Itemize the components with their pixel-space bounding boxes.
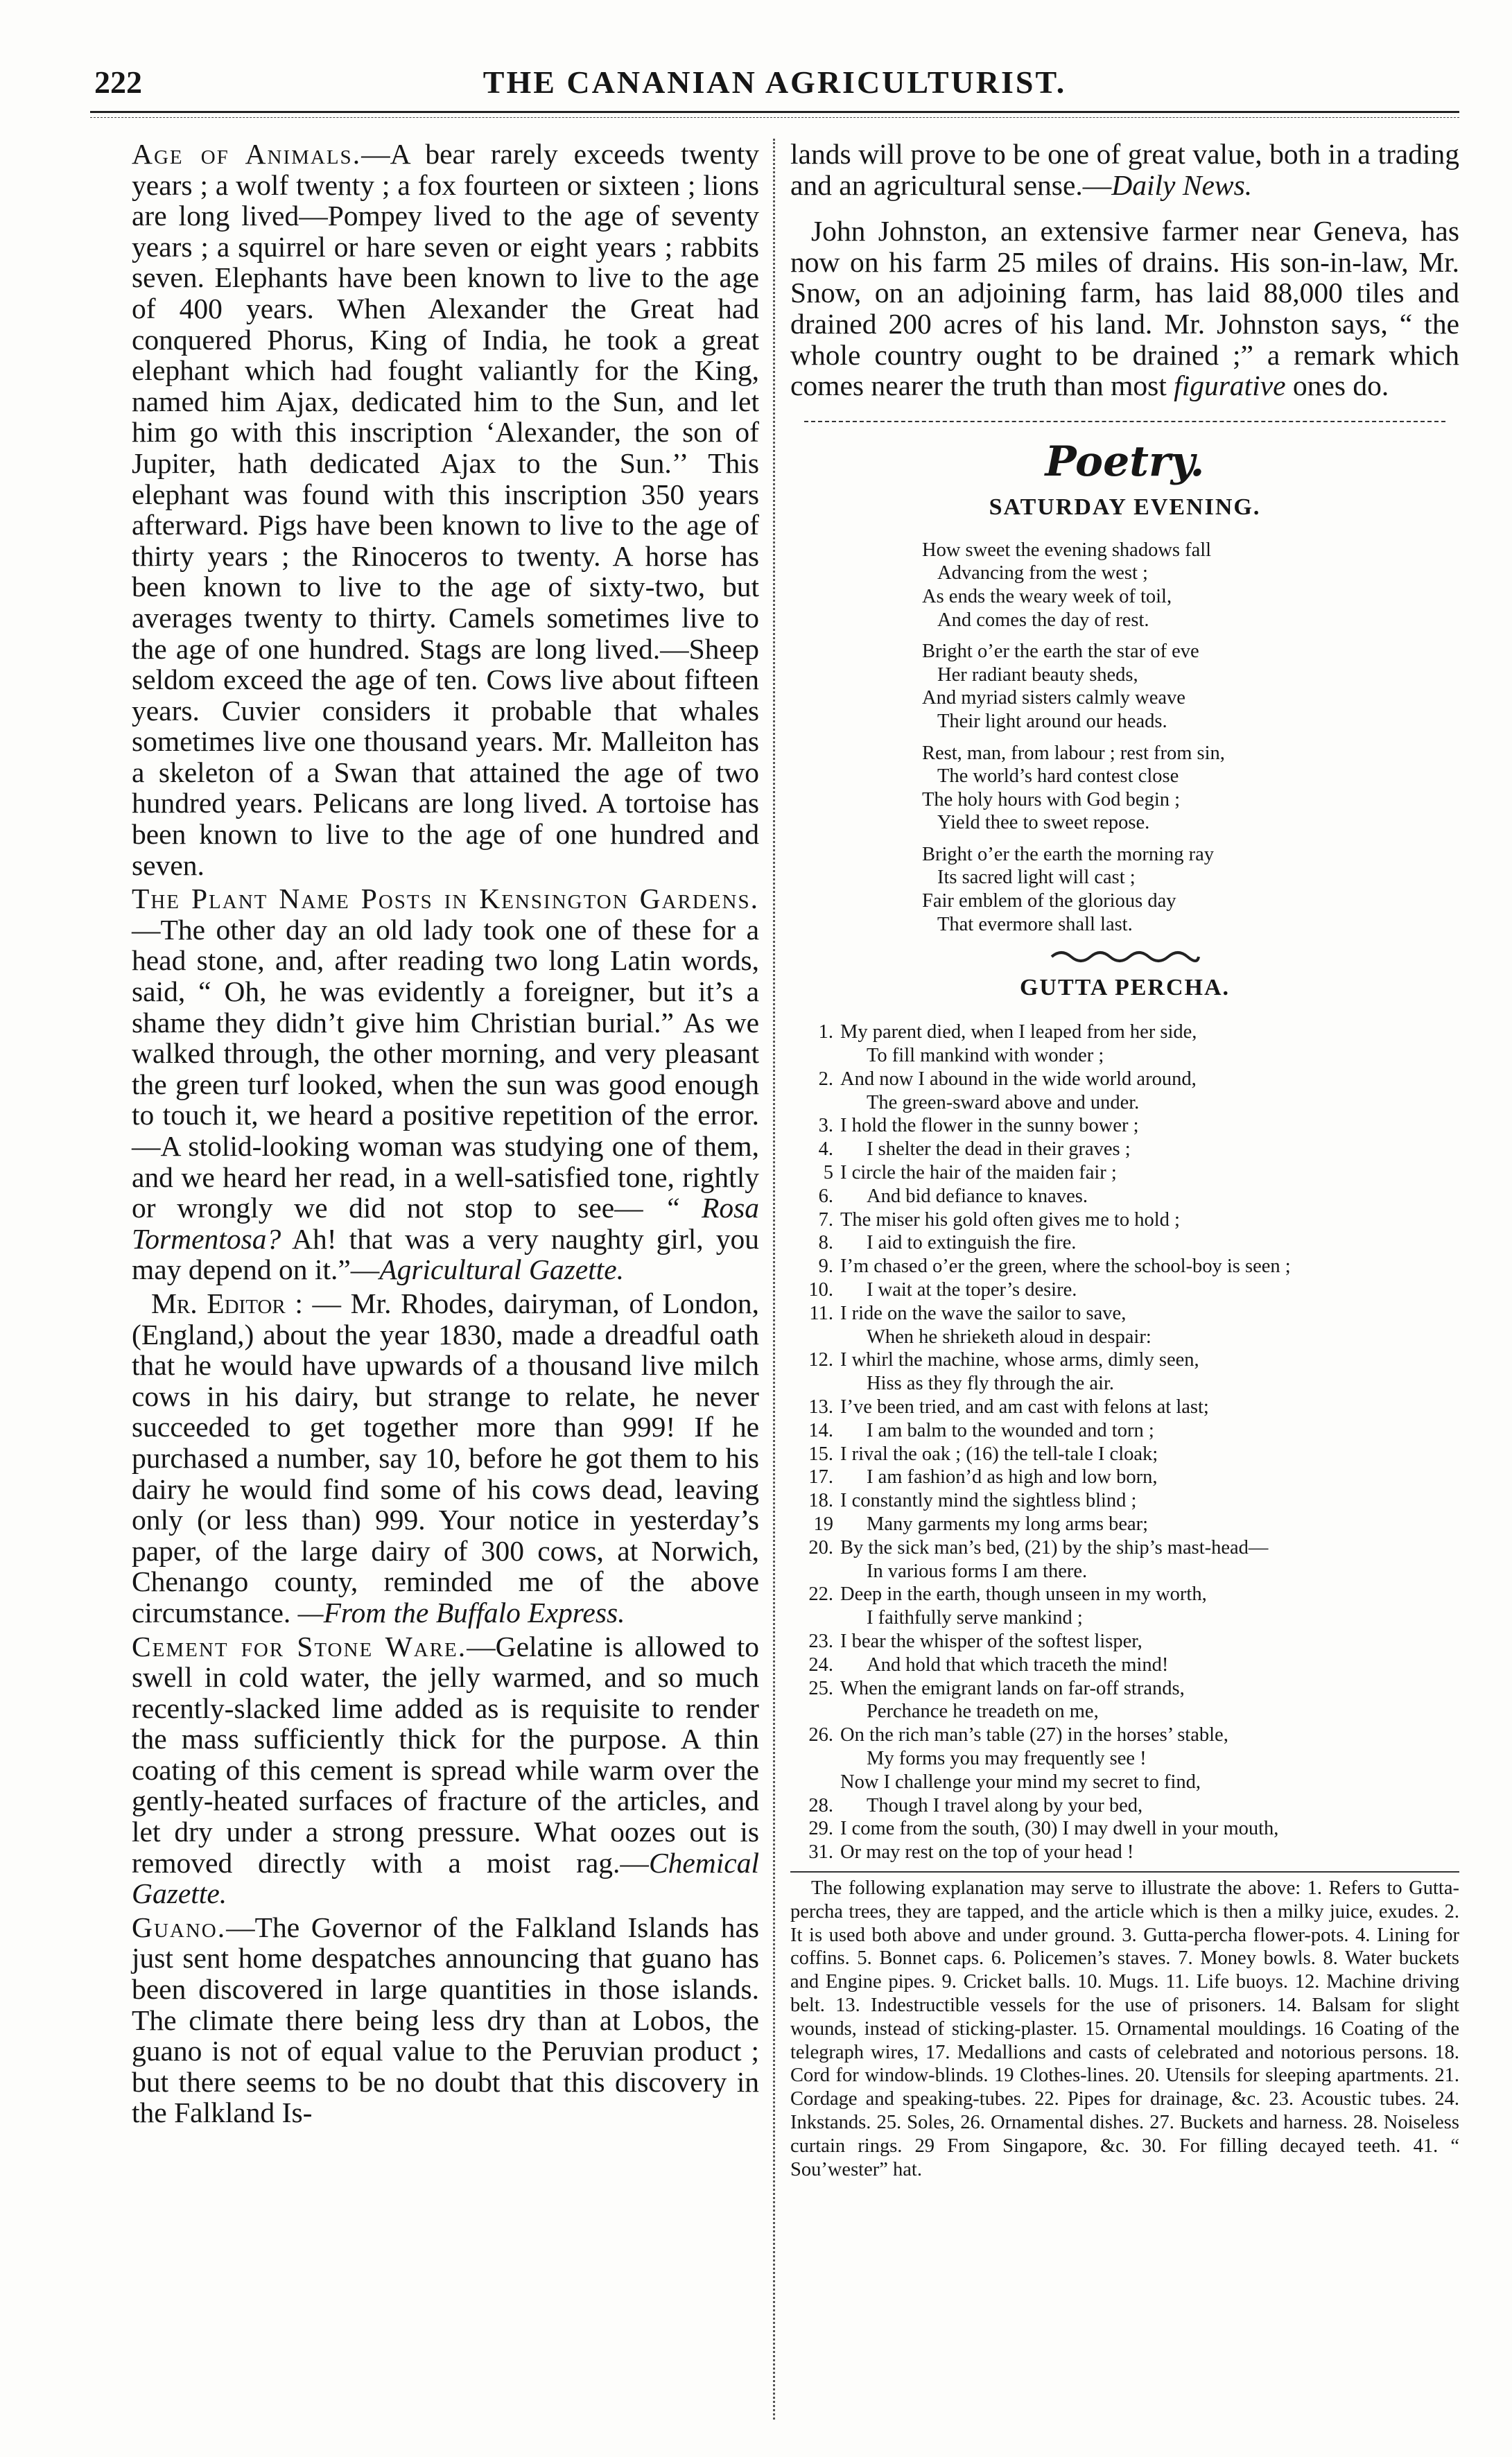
riddle-line-text: I’ve been tried, and am cast with felons at last;: [840, 1396, 1209, 1418]
poem-line: Its sacred light will cast ;: [937, 867, 1136, 889]
riddle-line: [797, 1653, 1459, 1677]
riddle-line: [797, 1443, 1459, 1466]
riddle-line-number: 10.: [808, 1279, 833, 1301]
riddle-line-text: I come from the south, (30) I may dwell in your mouth,: [840, 1818, 1279, 1840]
riddle-line-number: 8.: [818, 1232, 833, 1254]
article-body: —The Governor of the Falkland Islands has just sent home despatches announcing that guano has been discovered in large quantities in those islands. The climate there being less dry than at Lobos, the guano is not of equal value to the Peruvian product ; but there seems to be no doubt that this discovery in the Falkland Is-: [132, 1911, 759, 2129]
article-johnston: [790, 216, 1459, 401]
riddle-line-number: 29.: [808, 1818, 833, 1840]
riddle-line: [797, 1700, 1459, 1724]
riddle-line-text: When he shrieketh aloud in despair:: [867, 1326, 1152, 1348]
poem-stanza: [922, 843, 1459, 936]
poem-line: Bright o’er the earth the star of eve: [922, 641, 1199, 663]
article-guano: [132, 1912, 759, 2128]
article-source: Daily News.: [1111, 168, 1253, 201]
riddle-poem: [790, 1021, 1459, 1864]
riddle-line-text: Or may rest on the top of your head !: [840, 1841, 1134, 1864]
riddle-line-text: And bid defiance to knaves.: [867, 1185, 1088, 1207]
riddle-line-number: 24.: [808, 1653, 833, 1676]
poem-line: Her radiant beauty sheds,: [937, 663, 1138, 686]
explanation-text: The following explanation may serve to illustrate the above: 1. Refers to Gutta-percha trees, they are tapped, and the article which is then a milky juice, exudes. 2. It is used both above and under ground. 3. Gutta-percha flower-pots. 4. Lining for coffins. 5. Bonnet caps. 6. Policemen’s staves. 7. Money bowls. 8. Water buckets and Engine pipes. 9. Cricket balls. 10. Mugs. 11. Life buoys. 12. Machine driving belt. 13. Indestructible vessels for the use of prisoners. 14. Balsam for slight wounds, instead of sticking-plaster. 15. Ornamental mouldings. 16 Coating of the telegraph wires, 17. Medallions and casts of celebrated and notorious persons. 18. Cord for window-blinds. 19 Clothes-lines. 20. Utensils for sleeping apartments. 21. Cordage and speaking-tubes. 22. Pipes for drainage, &c. 23. Acoustic tubes. 24. Inkstands. 25. Soles, 26. Ornamental dishes. 27. Buckets and harness. 28. Noiseless curtain rings. 29 From Singapore, &c. 30. For filling decayed teeth. 41. “ Sou’wester” hat.: [790, 1877, 1459, 2180]
page-header: [90, 64, 1459, 105]
riddle-line: [797, 1185, 1459, 1208]
riddle-line: [797, 1231, 1459, 1255]
article-plant-name-posts: [132, 883, 759, 1285]
riddle-line: [797, 1583, 1459, 1606]
riddle-line: [797, 1372, 1459, 1396]
poem-line: The holy hours with God begin ;: [922, 788, 1181, 810]
poem-line: Advancing from the west ;: [937, 562, 1148, 584]
article-italic-word: figurative: [1174, 370, 1286, 402]
riddle-line-text: My forms you may frequently see !: [867, 1747, 1147, 1769]
riddle-line-text: On the rich man’s table (27) in the horses’ stable,: [840, 1724, 1228, 1746]
riddle-line-text: Now I challenge your mind my secret to find,: [840, 1771, 1201, 1793]
article-body: lands will prove to be one of great value, both in a trading and an agricultural sense.—: [790, 138, 1459, 201]
poem-line: And comes the day of rest.: [937, 609, 1149, 631]
riddle-line-number: 18.: [808, 1490, 833, 1512]
article-body: Ah! that was a very naughty girl, you may depend on it.”—: [132, 1222, 759, 1286]
riddle-line: [797, 1091, 1459, 1115]
poem-line: Fair emblem of the glorious day: [922, 890, 1176, 912]
riddle-line: [797, 1348, 1459, 1372]
riddle-line: [797, 1536, 1459, 1560]
right-column: [790, 139, 1459, 2181]
article-body: ones do.: [1285, 370, 1389, 402]
poem-line: Bright o’er the earth the morning ray: [922, 843, 1215, 865]
riddle-line: [797, 1419, 1459, 1443]
riddle-line-text: I ride on the wave the sailor to save,: [840, 1302, 1127, 1324]
article-heading: Age of Animals.: [132, 138, 362, 170]
poem-stanza: [922, 640, 1459, 733]
riddle-line-text: I whirl the machine, whose arms, dimly seen,: [840, 1349, 1199, 1371]
riddle-line-text: By the sick man’s bed, (21) by the ship’s mast-head—: [840, 1536, 1269, 1559]
riddle-line: [797, 1747, 1459, 1771]
riddle-line-number: 23.: [808, 1630, 833, 1652]
article-body: —A bear rarely exceeds twenty years ; a wolf twenty ; a fox fourteen or sixteen ; lions are long lived—Pompey lived to the age of seventy years ; a squirrel or hare seven or eight years ; rabbits seven. Elephants have been known to live to the age of 400 years. When Alexander the Great had conquered Phorus, King of India, he took a great elephant which had fought valiantly for the King, named him Ajax, dedicated him to the Sun, and let him go with this inscription ‘Alexander, the son of Jupiter, hath dedicated Ajax to the Sun.’’ This elephant was found with this inscription 350 years afterward. Pigs have been known to live to the age of thirty years ; the Rinoceros to twenty. A horse has been known to live to the age of sixty-two, but averages twenty to thirty. Camels sometimes live to the age of one hundred. Stags are long lived.—Sheep seldom exceed the age of ten. Cows live about fifteen years. Cuvier considers it probable that whales sometimes live one thousand years. Mr. Malleiton has a skeleton of a Swan that attained the age of two hundred years. Pelicans are long lived. A tortoise has been known to live to the age of one hundred and seven.: [132, 138, 759, 881]
riddle-line: [797, 1817, 1459, 1841]
riddle-line-number: 12.: [808, 1349, 833, 1371]
riddle-line-number: 7.: [818, 1208, 833, 1231]
riddle-line-number: 4.: [818, 1138, 833, 1161]
column-divider: [773, 139, 775, 2420]
riddle-line-text: I constantly mind the sightless blind ;: [840, 1490, 1137, 1512]
section-heading-poetry: Poetry.: [1045, 437, 1205, 486]
poem-line: How sweet the evening shadows fall: [922, 539, 1212, 561]
riddle-line: [797, 1560, 1459, 1583]
riddle-line-text: Hiss as they fly through the air.: [867, 1373, 1114, 1395]
riddle-line: [797, 1021, 1459, 1044]
riddle-line-text: In various forms I am there.: [867, 1560, 1088, 1582]
riddle-line-text: I shelter the dead in their graves ;: [867, 1138, 1131, 1161]
riddle-line-text: I am fashion’d as high and low born,: [867, 1466, 1158, 1488]
riddle-line-text: And now I abound in the wide world around,: [840, 1068, 1197, 1090]
article-body: John Johnston, an extensive farmer near Geneva, has now on his farm 25 miles of drains. His son-in-law, Mr. Snow, on an adjoining farm, has laid 88,000 tiles and drained 200 acres of his land. Mr. Johnston says, “ the whole country ought to be drained ;” a remark which comes nearer the truth than most: [790, 215, 1459, 402]
poem-line: The world’s hard contest close: [937, 765, 1179, 788]
riddle-line-text: The miser his gold often gives me to hold ;: [840, 1208, 1180, 1231]
poem-line: And myriad sisters calmly weave: [922, 687, 1185, 709]
page-number: 222: [94, 64, 142, 100]
riddle-line-text: I circle the hair of the maiden fair ;: [840, 1162, 1117, 1184]
article-heading: Mr. Editor :: [151, 1287, 303, 1319]
poem-line: Yield thee to sweet repose.: [937, 812, 1150, 834]
riddle-line-number: 13.: [808, 1396, 833, 1418]
riddle-line: [797, 1724, 1459, 1747]
riddle-line: [797, 1771, 1459, 1794]
left-column: [132, 139, 759, 2128]
article-heading: Guano.: [132, 1911, 227, 1943]
poem-line: That evermore shall last.: [937, 913, 1133, 935]
article-source: Agricultural Gazette.: [379, 1253, 624, 1286]
poem-stanza: [922, 742, 1459, 835]
riddle-line: [797, 1068, 1459, 1091]
riddle-line-text: Perchance he treadeth on me,: [867, 1701, 1099, 1723]
riddle-line: [797, 1630, 1459, 1653]
riddle-line-text: I rival the oak ; (16) the tell-tale I cloak;: [840, 1443, 1158, 1465]
riddle-line-number: 28.: [808, 1794, 833, 1816]
riddle-line: [797, 1255, 1459, 1278]
poem-saturday-evening: [790, 539, 1459, 937]
explanation-rule: [790, 1871, 1459, 1873]
riddle-line-text: I wait at the toper’s desire.: [867, 1279, 1077, 1301]
riddle-line: [797, 1138, 1459, 1161]
article-heading: Cement for Stone Ware.: [132, 1630, 467, 1662]
article-body: — Mr. Rhodes, dairyman, of London, (England,) about the year 1830, made a dreadful oath that he would have upwards of a thousand live milch cows in his dairy, but strange to relate, he never succeeded to get together more than 999! If he purchased a number, say 10, before he got them to his dairy he would find some of his cows dead, leaving only (or less than) 999. Your notice in yesterday’s paper, of the large dairy of 300 cows, at Norwich, Chenango county, reminded me of the above circumstance.: [132, 1287, 759, 1629]
riddle-line: [797, 1114, 1459, 1138]
riddle-line-number: 2.: [818, 1068, 833, 1090]
riddle-line-text: Deep in the earth, though unseen in my worth,: [840, 1583, 1207, 1606]
riddle-line: [797, 1489, 1459, 1513]
article-heading: The Plant Name Posts in Kensington Gardens.: [132, 883, 759, 915]
riddle-line-text: To fill mankind with wonder ;: [867, 1045, 1104, 1067]
riddle-title: GUTTA PERCHA.: [1019, 975, 1231, 1001]
article-source: —From the Buffalo Express.: [297, 1596, 625, 1629]
riddle-line-number: 31.: [808, 1841, 833, 1864]
riddle-line-text: Many garments my long arms bear;: [867, 1513, 1149, 1535]
section-rule: [804, 421, 1445, 422]
riddle-line-number: 11.: [809, 1302, 833, 1324]
riddle-line-number: 9.: [818, 1256, 833, 1278]
riddle-line: [797, 1326, 1459, 1349]
riddle-line-number: 22.: [808, 1583, 833, 1606]
riddle-line: [797, 1302, 1459, 1326]
riddle-line: [797, 1606, 1459, 1630]
riddle-line-text: I am balm to the wounded and torn ;: [867, 1419, 1154, 1441]
riddle-line-text: I aid to extinguish the fire.: [867, 1232, 1077, 1254]
riddle-line-text: The green-sward above and under.: [867, 1091, 1140, 1113]
header-rule: [90, 111, 1459, 118]
article-quote: “ Rosa Tormentosa?: [132, 1192, 759, 1255]
riddle-line-text: Though I travel along by your bed,: [867, 1794, 1143, 1816]
riddle-line-number: 19: [813, 1513, 833, 1535]
riddle-line-number: 5: [823, 1162, 833, 1184]
poem-title: SATURDAY EVENING.: [989, 494, 1261, 520]
riddle-line-number: 20.: [808, 1536, 833, 1559]
riddle-line: [797, 1161, 1459, 1185]
article-body: —The other day an old lady took one of these for a head stone, and, after reading two long Latin words, said, “ Oh, he was evidently a foreigner, but it’s a shame they didn’t give him Christian burial.” As we walked through, the other morning, and very pleasant the green turf looked, when the sun was good enough to touch it, we heard a positive repetition of the error.—A stolid-looking woman was studying one of them, and we heard her read, in a well-satisfied tone, rightly or wrongly we did not stop to see—: [132, 913, 759, 1224]
riddle-line: [797, 1794, 1459, 1818]
article-rhodes-dairy: [132, 1288, 759, 1629]
riddle-line-number: 3.: [818, 1115, 833, 1137]
riddle-line-number: 25.: [808, 1677, 833, 1699]
riddle-line-number: 14.: [808, 1419, 833, 1441]
riddle-line-text: I’m chased o’er the green, where the school-boy is seen ;: [840, 1256, 1291, 1278]
article-cement: [132, 1631, 759, 1909]
riddle-line: [797, 1841, 1459, 1864]
riddle-line: [797, 1466, 1459, 1489]
riddle-line-number: 15.: [808, 1443, 833, 1465]
riddle-line: [797, 1677, 1459, 1701]
riddle-line-text: I hold the flower in the sunny bower ;: [840, 1115, 1139, 1137]
riddle-line-text: I bear the whisper of the softest lisper,: [840, 1630, 1142, 1652]
riddle-line: [797, 1396, 1459, 1419]
right-prose: [790, 139, 1459, 401]
riddle-explanation: [790, 1877, 1459, 2181]
riddle-line-number: 1.: [818, 1021, 833, 1043]
poem-line: Their light around our heads.: [937, 710, 1167, 732]
article-source: Chemical Gazette.: [132, 1846, 759, 1910]
riddle-line: [797, 1044, 1459, 1068]
article-body: —Gelatine is allowed to swell in cold water, the jelly warmed, and so much recently-slacked lime added as is requisite to render the mass sufficiently thick for the purpose. A thin coating of this cement is spread while warm over the gently-heated surfaces of fracture of the articles, and let dry under a strong pressure. What oozes out is removed directly with a moist rag.—: [132, 1630, 759, 1879]
riddle-line: [797, 1513, 1459, 1536]
riddle-line-text: My parent died, when I leaped from her side,: [840, 1021, 1197, 1043]
poem-line: Rest, man, from labour ; rest from sin,: [922, 742, 1225, 764]
riddle-line-text: When the emigrant lands on far-off strands,: [840, 1677, 1185, 1699]
riddle-line-number: 6.: [818, 1185, 833, 1207]
article-guano-continued: [790, 139, 1459, 200]
running-title: THE CANANIAN AGRICULTURIST.: [483, 64, 1067, 100]
poem-stanza: [922, 539, 1459, 632]
riddle-line: [797, 1208, 1459, 1232]
ornamental-swash-icon: [1049, 948, 1201, 965]
riddle-line-text: I faithfully serve mankind ;: [867, 1607, 1083, 1629]
poem-line: As ends the weary week of toil,: [922, 585, 1172, 607]
riddle-line-text: And hold that which traceth the mind!: [867, 1653, 1169, 1676]
riddle-line: [797, 1278, 1459, 1302]
article-age-of-animals: [132, 139, 759, 880]
riddle-line-number: 17.: [808, 1466, 833, 1488]
riddle-line-number: 26.: [808, 1724, 833, 1746]
